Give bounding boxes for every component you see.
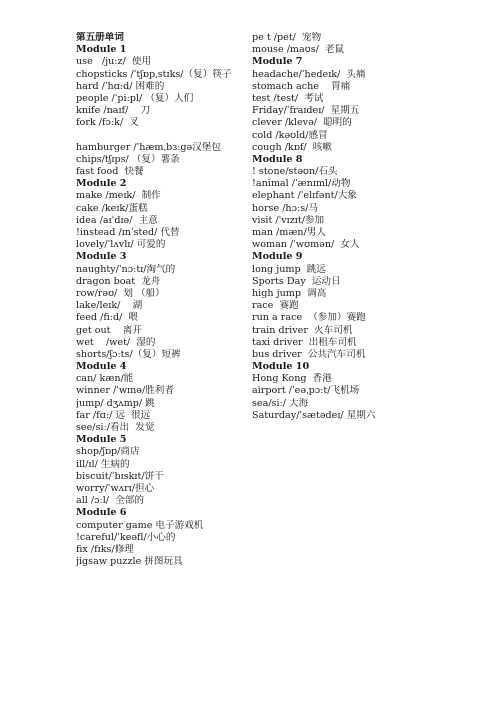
vocab-entry: all /ɔːl/ 全部的: [76, 495, 144, 507]
vocab-entry: woman /ˈwʊmən/ 女人: [252, 239, 360, 251]
vocab-entry: hard /ˈhɑːd/ 困难的: [76, 80, 165, 92]
vocab-entry: visit /ˈvɪzɪt/参加: [252, 214, 325, 226]
vocab-entry: cough /kɒf/ 咳嗽: [252, 141, 332, 153]
vocab-entry: horse /hɔːs/马: [252, 202, 318, 214]
vocab-entry: lake/leɪk/ 湖: [76, 300, 143, 312]
module-heading: Module 2: [76, 178, 127, 190]
module-heading: Module 8: [252, 153, 303, 165]
right-column: [252, 32, 452, 422]
module-heading: Module 7: [252, 56, 303, 68]
vocab-entry: shop/ʃɒp/商店: [76, 446, 140, 458]
vocab-entry: ! stone/stəʊn/石头: [252, 166, 338, 178]
vocab-entry: worry/ˈwʌrɪ/担心: [76, 482, 155, 494]
vocab-entry: chopsticks /ˈtʃɒpˌstɪks/（复）筷子: [76, 68, 232, 80]
vocab-entry: !instead /ɪnˈsted/ 代替: [76, 227, 180, 238]
vocab-entry: jigsaw puzzle 拼图玩具: [76, 556, 183, 568]
page-title: 第五册单词: [76, 32, 124, 43]
vocab-entry: ill/ɪl/ 生病的: [76, 458, 130, 470]
vocab-entry: airport /ˈeəˌpɔːt/飞机场: [252, 385, 360, 397]
vocab-entry: jump/ dʒʌmp/ 跳: [76, 397, 155, 409]
vocab-entry: make /meɪk/ 制作: [76, 190, 161, 202]
vocab-entry: biscuit/ˈbɪskɪt/饼干: [76, 470, 164, 482]
vocab-entry: chips/tʃɪps/ （复）薯条: [76, 153, 180, 165]
vocab-entry: taxi driver 出租车司机: [252, 336, 357, 348]
vocab-entry: man /mæn/男人: [252, 227, 326, 238]
vocab-entry: dragon boat 龙舟: [76, 275, 161, 287]
vocab-entry: Hong Kong 香港: [252, 373, 332, 385]
vocab-entry: run a race （参加）赛跑: [252, 312, 366, 324]
vocab-entry: feed /fiːd/ 喂: [76, 312, 139, 324]
vocab-entry: train driver 火车司机: [252, 324, 353, 336]
vocab-entry: get out 离开: [76, 324, 142, 336]
module-heading: Module 3: [76, 251, 127, 263]
vocab-entry: use /juːz/ 使用: [76, 56, 152, 68]
module-heading: Module 5: [76, 434, 127, 446]
vocab-entry: winner /ˈwɪnə/胜利者: [76, 385, 174, 397]
left-column: [76, 32, 254, 568]
vocab-entry: knife /naɪf/ 刀: [76, 105, 151, 117]
vocab-entry: long jump 跳远: [252, 263, 326, 275]
vocab-entry: !animal /ˈænɪml/动物: [252, 178, 351, 190]
vocab-entry: mouse /maʊs/ 老鼠: [252, 44, 345, 56]
vocab-entry: far /fɑː/ 远 很远: [76, 409, 151, 421]
module-heading: Module 9: [252, 251, 303, 263]
vocab-entry: Saturday/ˈsætədeɪ/ 星期六: [252, 409, 376, 421]
vocab-entry: clever /klevə/ 聪明的: [252, 117, 352, 129]
module-heading: Module 10: [252, 361, 310, 373]
module-heading: Module 4: [76, 361, 127, 373]
blank-line: [76, 130, 254, 142]
vocab-entry: stomach ache 胃痛: [252, 80, 351, 92]
vocab-entry: headache/ˈhedeɪk/ 头痛: [252, 68, 366, 80]
vocab-entry: row/rəʊ/ 划 （船）: [76, 287, 165, 299]
vocab-entry: bus driver 公共汽车司机: [252, 348, 366, 360]
vocab-entry: race 赛跑: [252, 300, 299, 312]
vocab-entry: hamburger /ˈhæmˌbɜːgə汉堡包: [76, 141, 222, 153]
vocab-entry: Friday/ˈfraɪdeɪ/ 星期五: [252, 105, 360, 117]
vocab-entry: shorts/ʃɔːts/（复）短裤: [76, 348, 181, 360]
vocab-entry: people /ˈpiːpl/ （复）人们: [76, 92, 194, 104]
vocab-entry: can/ kæn/能: [76, 373, 134, 385]
module-heading: Module 6: [76, 507, 127, 519]
vocab-entry: see/siː/看出 发觉: [76, 422, 155, 433]
vocab-entry: high jump 调高: [252, 287, 327, 299]
vocab-entry: wet /wet/ 湿的: [76, 336, 156, 348]
vocab-entry: computer game 电子游戏机: [76, 519, 204, 531]
vocab-entry: naughty/ˈnɔːtɪ/淘气的: [76, 263, 176, 275]
vocab-entry: fast food 快餐: [76, 166, 144, 178]
vocab-entry: test /test/ 考试: [252, 92, 324, 104]
vocab-entry: !careful/ˈkeəfl/小心的: [76, 531, 176, 543]
vocab-entry: idea /aɪˈdɪə/ 主意: [76, 214, 158, 226]
vocab-entry: sea/siː/ 大海: [252, 397, 309, 409]
vocab-entry: cake /keɪk/蛋糕: [76, 202, 148, 214]
module-heading: Module 1: [76, 44, 127, 56]
vocab-entry: fork /fɔːk/ 叉: [76, 117, 139, 129]
vocab-entry: pe t /pet/ 宠物: [252, 32, 322, 43]
vocab-entry: lovely/ˈlʌvlɪ/ 可爱的: [76, 239, 166, 251]
vocab-entry: cold /kəʊld/感冒: [252, 129, 328, 141]
vocab-entry: elephant /ˈelɪfənt/大象: [252, 190, 357, 202]
vocab-entry: fix /fɪks/修理: [76, 543, 134, 555]
vocab-entry: Sports Day 运动日: [252, 275, 341, 287]
